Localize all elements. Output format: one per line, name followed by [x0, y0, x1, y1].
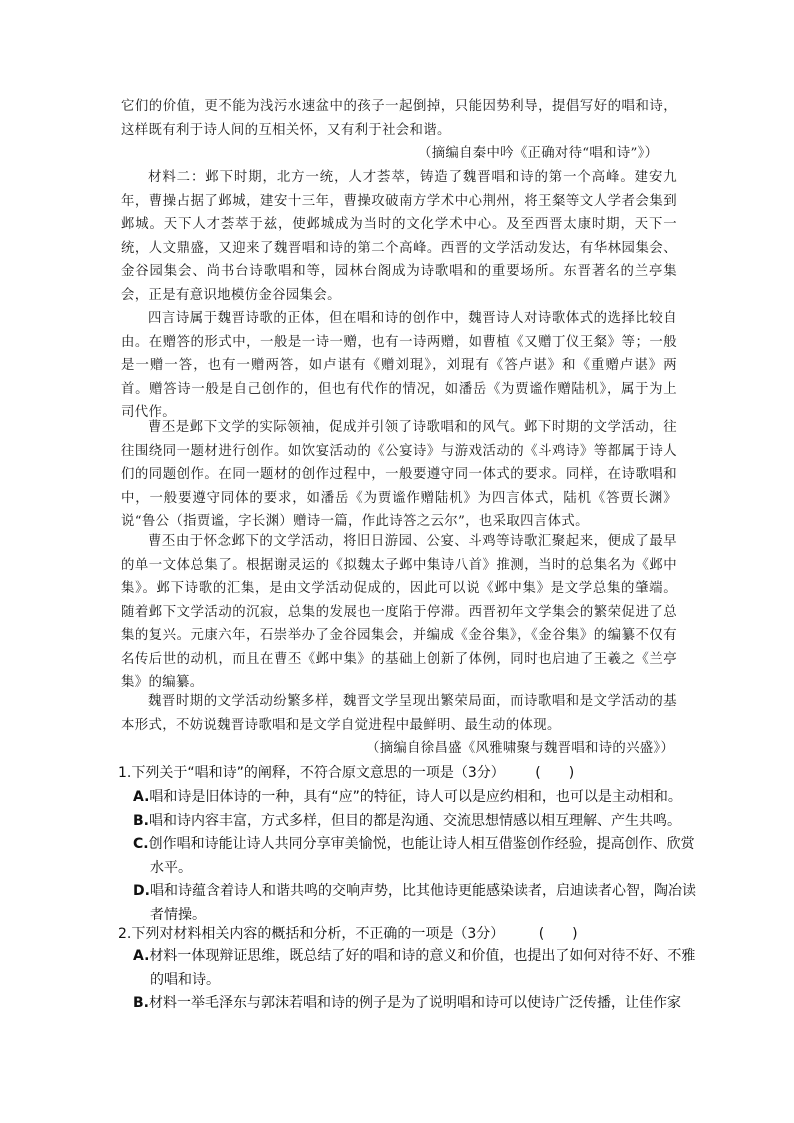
material2-paragraph-2: 四言诗属于魏晋诗歌的正体，但在唱和诗的创作中，魏晋诗人对诗歌体式的选择比较自由。在赠答的形式中，一般是一诗一赠，也有一诗两赠，如曹植《又赠丁仪王粲》等；一般是一赠一答，也有一赠两答，如卢谌有《赠刘琨》，刘琨有《答卢谌》和《重赠卢谌》两首。赠答诗一般是自己创作的，但也有代作的情况，如潘岳《为贾谧作赠陆机》，属于为上司代作。	[121, 311, 677, 420]
material1-source: （摘编自秦中吟《正确对待“唱和诗”》）	[418, 146, 659, 161]
question-1-option-b: B.唱和诗内容丰富，方式多样，但目的都是沟通、交流思想情感以相互理解、产生共鸣。	[133, 813, 681, 829]
question-2-stem	[118, 923, 684, 946]
question-2-option-a: A.材料一体现辩证思维，既总结了好的唱和诗的意义和价值，也提出了如何对待不好、不雅的唱和诗。	[133, 948, 696, 988]
question-2-answer-bracket: ( )	[538, 926, 578, 942]
question-1-answer-bracket: ( )	[535, 765, 575, 781]
question-2-text: 2.下列对材料相关内容的概括和分析，不正确的一项是（3分）	[118, 926, 505, 942]
question-1-option-c: C.创作唱和诗能让诗人共同分享审美愉悦，也能让诗人相互借鉴创作经验，提高创作、欣赏水平。	[133, 836, 695, 876]
material2-paragraph-4: 曹丕由于怀念邺下的文学活动，将旧日游园、公宴、斗鸡等诗歌汇聚起来，便成了最早的单一文体总集了。根据谢灵运的《拟魏太子邺中集诗八首》推测，当时的总集名为《邺中集》。邺下诗歌的汇集，是由文学活动促成的，因此可以说《邺中集》是文学总集的肇端。随着邺下文学活动的沉寂，总集的发展也一度陷于停滞。西晋初年文学集会的繁荣促进了总集的复兴。元康六年，石崇举办了金谷园集会，并编成《金谷集》，《金谷集》的编纂不仅有名传后世的动机，而且在曹丕《邺中集》的基础上创新了体例，同时也启迪了王羲之《兰亭集》的编纂。	[121, 534, 677, 690]
material2-source: （摘编自徐昌盛《风雅啸聚与魏晋唱和诗的兴盛》）	[366, 741, 675, 756]
question-2-option-b: B.材料一举毛泽东与郭沫若唱和诗的例子是为了说明唱和诗可以使诗广泛传播，让佳作家	[133, 995, 681, 1011]
material1-tail-paragraph: 它们的价值，更不能为浅污水速盆中的孩子一起倒掉，只能因势利导，提倡写好的唱和诗，这样既有利于诗人间的互相关怀，又有利于社会和谐。	[121, 99, 677, 138]
question-1-text: 1.下列关于“唱和诗”的阐释，不符合原文意思的一项是（3分）	[118, 765, 505, 781]
material2-paragraph-5: 魏晋时期的文学活动纷繁多样，魏晋文学呈现出繁荣局面，而诗歌唱和是文学活动的基本形式，不妨说魏晋诗歌唱和是文学自觉进程中最鲜明、最生动的体现。	[121, 694, 677, 733]
material2-paragraph-1: 材料二：邺下时期，北方一统，人才荟萃，铸造了魏晋唱和诗的第一个高峰。建安九年，曹操占据了邺城，建安十三年，曹操攻破南方学术中心荆州，将王粲等文人学者会集到邺城。天下人才荟萃于兹，使邺城成为当时的文化学术中心。及至西晋太康时期，天下一统，人文鼎盛，又迎来了魏晋唱和诗的第二个高峰。西晋的文学活动发达，有华林园集会、金谷园集会、尚书台诗歌唱和等，园林台阁成为诗歌唱和的重要场所。东晋著名的兰亭集会，正是有意识地模仿金谷园集会。	[121, 170, 677, 303]
material2-paragraph-3: 曹丕是邺下文学的实际领袖，促成并引领了诗歌唱和的风气。邺下时期的文学活动，往往围绕同一题材进行创作。如饮宴活动的《公宴诗》与游戏活动的《斗鸡诗》等都属于诗人们的同题创作。在同一题材的创作过程中，一般要遵守同一体式的要求。同样，在诗歌唱和中，一般要遵守同体的要求，如潘岳《为贾谧作赠陆机》为四言体式，陆机《答贾长渊》说“鲁公（指贾谧，字长渊）赠诗一篇，作此诗答之云尔”，也采取四言体式。	[121, 420, 677, 529]
question-1-option-a: A.唱和诗是旧体诗的一种，具有“应”的特征，诗人可以是应约相和，也可以是主动相和。	[133, 789, 682, 805]
question-1-stem	[118, 762, 684, 785]
question-1-option-d: D.唱和诗蕴含着诗人和谐共鸣的交响声势，比其他诗更能感染读者，启迪读者心智，陶冶读者情操。	[133, 883, 696, 923]
